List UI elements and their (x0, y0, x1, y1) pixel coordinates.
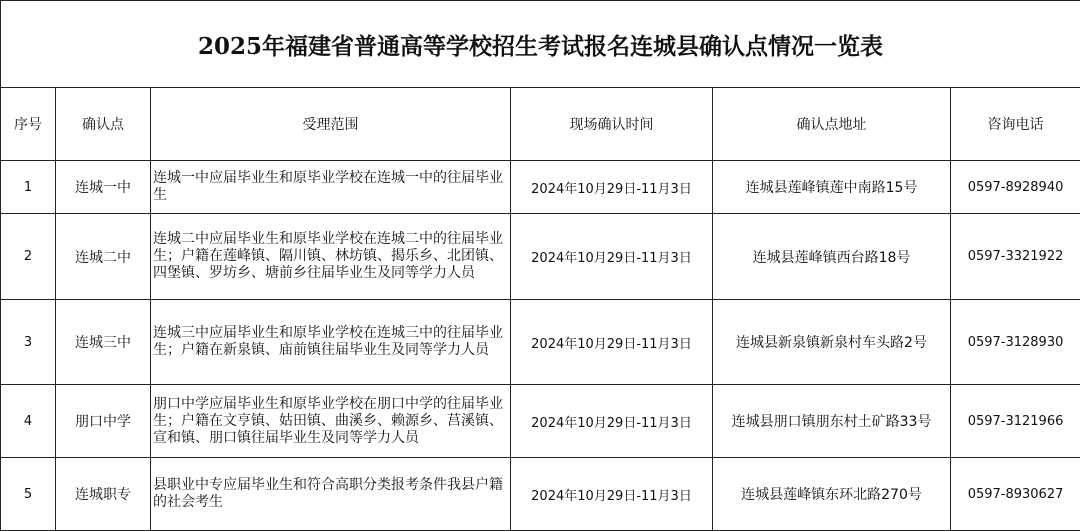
header-scope: 受理范围 (151, 88, 511, 161)
row-site: 连城三中 (56, 300, 151, 385)
row-phone: 0597-3128930 (951, 300, 1080, 385)
row-phone: 0597-3321922 (951, 214, 1080, 300)
row-address: 连城县朋口镇朋东村土矿路33号 (713, 385, 951, 458)
row-time: 2024年10月29日-11月3日 (511, 214, 713, 300)
row-phone: 0597-3121966 (951, 385, 1080, 458)
header-time: 现场确认时间 (511, 88, 713, 161)
row-time: 2024年10月29日-11月3日 (511, 458, 713, 531)
row-address: 连城县莲峰镇东环北路270号 (713, 458, 951, 531)
row-address: 连城县新泉镇新泉村车头路2号 (713, 300, 951, 385)
table-row (1, 300, 1080, 385)
table-row (1, 458, 1080, 531)
row-index: 4 (1, 385, 56, 458)
row-scope: 连城三中应届毕业生和原毕业学校在连城三中的往届毕业生；户籍在新泉镇、庙前镇往届毕业生及同等学力人员 (151, 300, 511, 385)
table-row (1, 385, 1080, 458)
row-scope: 连城一中应届毕业生和原毕业学校在连城一中的往届毕业生 (151, 161, 511, 214)
row-index: 3 (1, 300, 56, 385)
table-row (1, 214, 1080, 300)
row-scope: 连城二中应届毕业生和原毕业学校在连城二中的往届毕业生；户籍在莲峰镇、隔川镇、林坊镇、揭乐乡、北团镇、四堡镇、罗坊乡、塘前乡往届毕业生及同等学力人员 (151, 214, 511, 300)
row-phone: 0597-8928940 (951, 161, 1080, 214)
row-address: 连城县莲峰镇西台路18号 (713, 214, 951, 300)
table-row (1, 161, 1080, 214)
row-site: 连城二中 (56, 214, 151, 300)
header-row (1, 88, 1080, 161)
header-site: 确认点 (56, 88, 151, 161)
table-title: 2025年福建省普通高等学校招生考试报名连城县确认点情况一览表 (1, 1, 1080, 88)
row-phone: 0597-8930627 (951, 458, 1080, 531)
row-scope: 县职业中专应届毕业生和符合高职分类报考条件我县户籍的社会考生 (151, 458, 511, 531)
row-time: 2024年10月29日-11月3日 (511, 385, 713, 458)
header-address: 确认点地址 (713, 88, 951, 161)
header-index: 序号 (1, 88, 56, 161)
row-address: 连城县莲峰镇莲中南路15号 (713, 161, 951, 214)
row-index: 1 (1, 161, 56, 214)
row-index: 5 (1, 458, 56, 531)
header-phone: 咨询电话 (951, 88, 1080, 161)
row-scope: 朋口中学应届毕业生和原毕业学校在朋口中学的往届毕业生；户籍在文亨镇、姑田镇、曲溪乡、赖源乡、莒溪镇、宣和镇、朋口镇往届毕业生及同等学力人员 (151, 385, 511, 458)
row-site: 连城职专 (56, 458, 151, 531)
row-index: 2 (1, 214, 56, 300)
row-site: 朋口中学 (56, 385, 151, 458)
row-time: 2024年10月29日-11月3日 (511, 161, 713, 214)
row-time: 2024年10月29日-11月3日 (511, 300, 713, 385)
row-site: 连城一中 (56, 161, 151, 214)
